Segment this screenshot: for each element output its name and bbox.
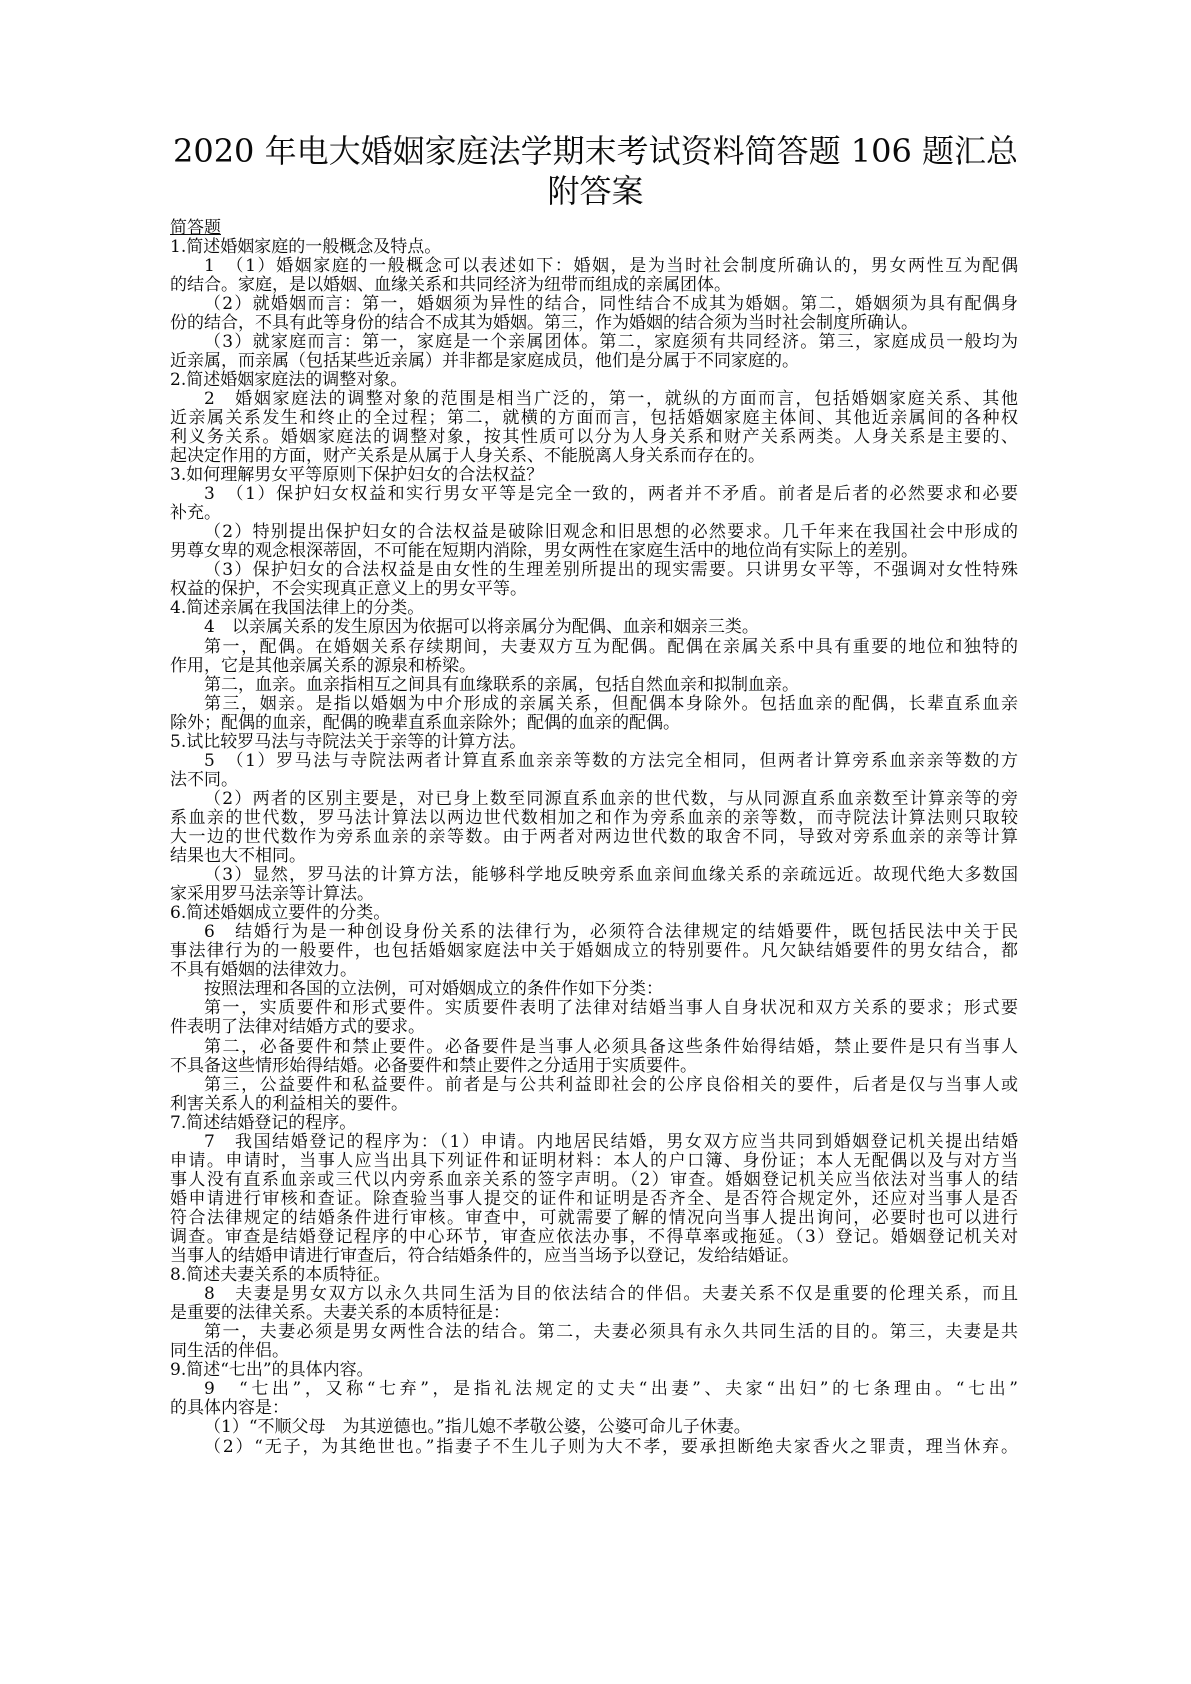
- answer-line: 份的结合，不具有此等身份的结合不成其为婚姻。第三，作为婚姻的结合须为当时社会制度所确认。: [170, 312, 918, 333]
- answer-line: 权益的保护，不会实现真正意义上的男女平等。: [170, 579, 527, 600]
- question-block: [170, 904, 1018, 1114]
- answer-paragraph: [170, 485, 1018, 523]
- answer-line: 利害关系人的利益相关的要件。: [170, 1093, 408, 1114]
- answer-line: 起决定作用的方面，财产关系是从属于人身关系、不能脱离人身关系而存在的。: [170, 446, 765, 467]
- question-block: [170, 1266, 1018, 1361]
- document-title: [0, 131, 1191, 211]
- answer-line: 第一，实质要件和形式要件。实质要件表明了法律对结婚当事人自身状况和双方关系的要求；形式要: [204, 998, 1018, 1019]
- answer-line: 第三，公益要件和私益要件。前者是与公共利益即社会的公序良俗相关的要件，后者是仅与当事人或: [204, 1074, 1018, 1095]
- answer-paragraph: [170, 1076, 1018, 1114]
- question-block: [170, 466, 1018, 599]
- question-heading: 6.简述婚姻成立要件的分类。: [170, 903, 391, 924]
- title-line: 2020 年电大婚姻家庭法学期末考试资料简答题 106 题汇总: [172, 132, 1019, 170]
- answer-line: 8 夫妻是男女双方以永久共同生活为目的依法结合的伴侣。夫妻关系不仅是重要的伦理关系，而且: [204, 1284, 1018, 1305]
- answer-line: 的结合。家庭，是以婚姻、血缘关系和共同经济为纽带而组成的亲属团体。: [170, 274, 731, 295]
- question-heading: 7.简述结婚登记的程序。: [170, 1112, 357, 1133]
- answer-line: 9 “七出”，又称“七弃”，是指礼法规定的丈夫“出妻”、夫家“出妇”的七条理由。“七出”: [204, 1379, 1018, 1400]
- question-heading: 5.试比较罗马法与寺院法关于亲等的计算方法。: [170, 731, 527, 752]
- answer-paragraph: [170, 638, 1018, 676]
- question-block: [170, 238, 1018, 371]
- answer-paragraph: [170, 790, 1018, 866]
- answer-line: （3）就家庭而言：第一，家庭是一个亲属团体。第二，家庭须有共同经济。第三，家庭成员一般均为: [204, 331, 1018, 352]
- answer-line: （2）两者的区别主要是，对已身上数至同源直系血亲的世代数，与从同源直系血亲数至计算亲等的旁: [204, 788, 1018, 809]
- question-heading: 4.简述亲属在我国法律上的分类。: [170, 598, 425, 619]
- answer-line: （2）“无子，为其绝世也。”指妻子不生儿子则为大不孝，要承担断绝夫家香火之罪责，理当休弃。: [204, 1436, 1018, 1457]
- answer-line: 男尊女卑的观念根深蒂固，不可能在短期内消除，男女两性在家庭生活中的地位尚有实际上的差别。: [170, 541, 918, 562]
- answer-line: 符合法律规定的结婚条件进行审核。审查中，可就需要了解的情况向当事人提出询问，必要时也可以进行: [170, 1207, 1018, 1228]
- answer-paragraph: [170, 295, 1018, 333]
- question-heading: 9.简述“七出”的具体内容。: [170, 1360, 374, 1381]
- answer-line: 大一边的世代数作为旁系血亲的亲等数。由于两者对两边世代数的取舍不同，导致对旁系血亲的亲等计算: [170, 827, 1018, 847]
- answer-paragraph: [170, 1323, 1018, 1361]
- answer-line: 5 （1）罗马法与寺院法两者计算直系血亲亲等数的方法完全相同，但两者计算旁系血亲亲等数的方: [204, 750, 1018, 771]
- answer-line: 按照法理和各国的立法例，可对婚姻成立的条件作如下分类：: [204, 979, 663, 1000]
- answer-paragraph: [170, 1418, 1018, 1437]
- answer-paragraph: [170, 1438, 1018, 1457]
- answer-line: 事法律行为的一般要件，也包括婚姻家庭法中关于婚姻成立的特别要件。凡欠缺结婚要件的男女结合，都: [170, 941, 1018, 962]
- question-heading: 3.如何理解男女平等原则下保护妇女的合法权益？: [170, 465, 544, 486]
- answer-line: 补充。: [170, 503, 221, 524]
- answer-line: 作用，它是其他亲属关系的源泉和桥梁。: [170, 655, 476, 676]
- answer-paragraph: [170, 866, 1018, 904]
- question-block: [170, 1361, 1018, 1456]
- answer-paragraph: [170, 561, 1018, 599]
- answer-line: 家采用罗马法亲等计算法。: [170, 884, 374, 905]
- answer-line: 6 结婚行为是一种创设身份关系的法律行为，必须符合法律规定的结婚要件，既包括民法中关于民: [204, 922, 1018, 943]
- section-label: [170, 219, 1018, 238]
- answer-line: 2 婚姻家庭法的调整对象的范围是相当广泛的，第一，就纵的方面而言，包括婚姻家庭关系、其他: [204, 388, 1018, 409]
- answer-line: （3）保护妇女的合法权益是由女性的生理差别所提出的现实需要。只讲男女平等，不强调对女性特殊: [204, 560, 1018, 581]
- answer-paragraph: [170, 1380, 1018, 1418]
- answer-paragraph: [170, 1038, 1018, 1076]
- answer-line: 第一，配偶。在婚姻关系存续期间，夫妻双方互为配偶。配偶在亲属关系中具有重要的地位和独特的: [204, 636, 1018, 657]
- answer-line: 4 以亲属关系的发生原因为依据可以将亲属分为配偶、血亲和姻亲三类。: [204, 617, 759, 638]
- answer-paragraph: [170, 390, 1018, 466]
- answer-line: 的具体内容是：: [170, 1398, 289, 1419]
- title-line: 附答案: [547, 172, 644, 210]
- answer-line: 第二，必备要件和禁止要件。必备要件是当事人必须具备这些条件始得结婚，禁止要件是只有当事人: [204, 1036, 1018, 1057]
- answer-line: 3 （1）保护妇女权益和实行男女平等是完全一致的，两者并不矛盾。前者是后者的必然要求和必要: [204, 484, 1018, 505]
- answer-line: 不具备这些情形始得结婚。必备要件和禁止要件之分适用于实质要件。: [170, 1055, 697, 1076]
- answer-line: 利义务关系。婚姻家庭法的调整对象，按其性质可以分为人身关系和财产关系两类。人身关系是主要的、: [170, 427, 1018, 448]
- question-heading: 8.简述夫妻关系的本质特征。: [170, 1265, 391, 1286]
- answer-line: 第二，血亲。血亲指相互之间具有血缘联系的亲属，包括自然血亲和拟制血亲。: [204, 674, 799, 695]
- answer-paragraph: [170, 999, 1018, 1037]
- answer-paragraph: [170, 980, 1018, 999]
- question-block: [170, 599, 1018, 732]
- answer-line: 件表明了法律对结婚方式的要求。: [170, 1017, 425, 1038]
- answer-paragraph: [170, 1285, 1018, 1323]
- answer-line: 不具有婚姻的法律效力。: [170, 960, 357, 981]
- answer-paragraph: [170, 923, 1018, 980]
- answer-paragraph: [170, 676, 1018, 695]
- answer-line: 近亲属，而亲属（包括某些近亲属）并非都是家庭成员，他们是分属于不同家庭的。: [170, 350, 799, 371]
- question-heading: 2.简述婚姻家庭法的调整对象。: [170, 369, 408, 390]
- answer-line: 法不同。: [170, 769, 238, 790]
- answer-paragraph: [170, 752, 1018, 790]
- answer-line: 结果也大不相同。: [170, 846, 306, 867]
- answer-line: 近亲属关系发生和终止的全过程；第二，就横的方面而言，包括婚姻家庭主体间、其他近亲属间的各种权: [170, 407, 1018, 428]
- answer-line: 是重要的法律关系。夫妻关系的本质特征是：: [170, 1303, 510, 1324]
- answer-line: （3）显然，罗马法的计算方法，能够科学地反映旁系血亲间血缘关系的亲疏远近。故现代绝大多数国: [204, 865, 1018, 886]
- question-block: [170, 1114, 1018, 1266]
- answer-line: 除外；配偶的血亲，配偶的晚辈直系血亲除外；配偶的血亲的配偶。: [170, 712, 680, 733]
- answer-paragraph: [170, 695, 1018, 733]
- document-body: [170, 219, 1018, 1457]
- answer-line: 调查。审查是结婚登记程序的中心环节，审查应依法办事，不得草率或拖延。（3）登记。婚姻登记机关对: [170, 1226, 1018, 1247]
- answer-line: 第三，姻亲。是指以婚姻为中介形成的亲属关系，但配偶本身除外。包括血亲的配偶，长辈直系血亲: [204, 693, 1018, 714]
- question-block: [170, 733, 1018, 904]
- answer-line: 婚申请进行审核和查证。除查验当事人提交的证件和证明是否齐全、是否符合规定外，还应对当事人是否: [170, 1188, 1018, 1209]
- answer-paragraph: [170, 1133, 1018, 1266]
- answer-line: （1）“不顺父母 为其逆德也。”指儿媳不孝敬公婆，公婆可命儿子休妻。: [204, 1417, 751, 1438]
- answer-paragraph: [170, 618, 1018, 637]
- answer-paragraph: [170, 257, 1018, 295]
- answer-line: 7 我国结婚登记的程序为：（1）申请。内地居民结婚，男女双方应当共同到婚姻登记机关提出结婚: [204, 1131, 1018, 1152]
- answer-line: 同生活的伴侣。: [170, 1341, 289, 1362]
- answer-line: （2）特别提出保护妇女的合法权益是破除旧观念和旧思想的必然要求。几千年来在我国社会中形成的: [204, 522, 1018, 543]
- answer-line: 当事人的结婚申请进行审查后，符合结婚条件的，应当当场予以登记，发给结婚证。: [170, 1246, 799, 1267]
- answer-line: 第一，夫妻必须是男女两性合法的结合。第二，夫妻必须具有永久共同生活的目的。第三，夫妻是共: [204, 1322, 1018, 1343]
- answer-line: 事人没有直系血亲或三代以内旁系血亲关系的签字声明。（2）审查。婚姻登记机关应当依法对当事人的结: [170, 1169, 1018, 1190]
- answer-paragraph: [170, 333, 1018, 371]
- answer-line: 申请。申请时，当事人应当出具下列证件和证明材料：本人的户口簿、身份证；本人无配偶以及与对方当: [170, 1150, 1018, 1171]
- question-block: [170, 371, 1018, 466]
- section-label-text: 简答题: [170, 217, 221, 238]
- answer-paragraph: [170, 523, 1018, 561]
- answer-line: 1 （1）婚姻家庭的一般概念可以表述如下：婚姻，是为当时社会制度所确认的，男女两性互为配偶: [204, 255, 1018, 276]
- answer-line: （2）就婚姻而言：第一，婚姻须为异性的结合，同性结合不成其为婚姻。第二，婚姻须为具有配偶身: [204, 293, 1018, 314]
- answer-line: 系血亲的世代数，罗马法计算法以两边世代数相加之和作为旁系血亲的亲等数，而寺院法计算法则只取较: [170, 807, 1018, 828]
- question-heading: 1.简述婚姻家庭的一般概念及特点。: [170, 236, 442, 257]
